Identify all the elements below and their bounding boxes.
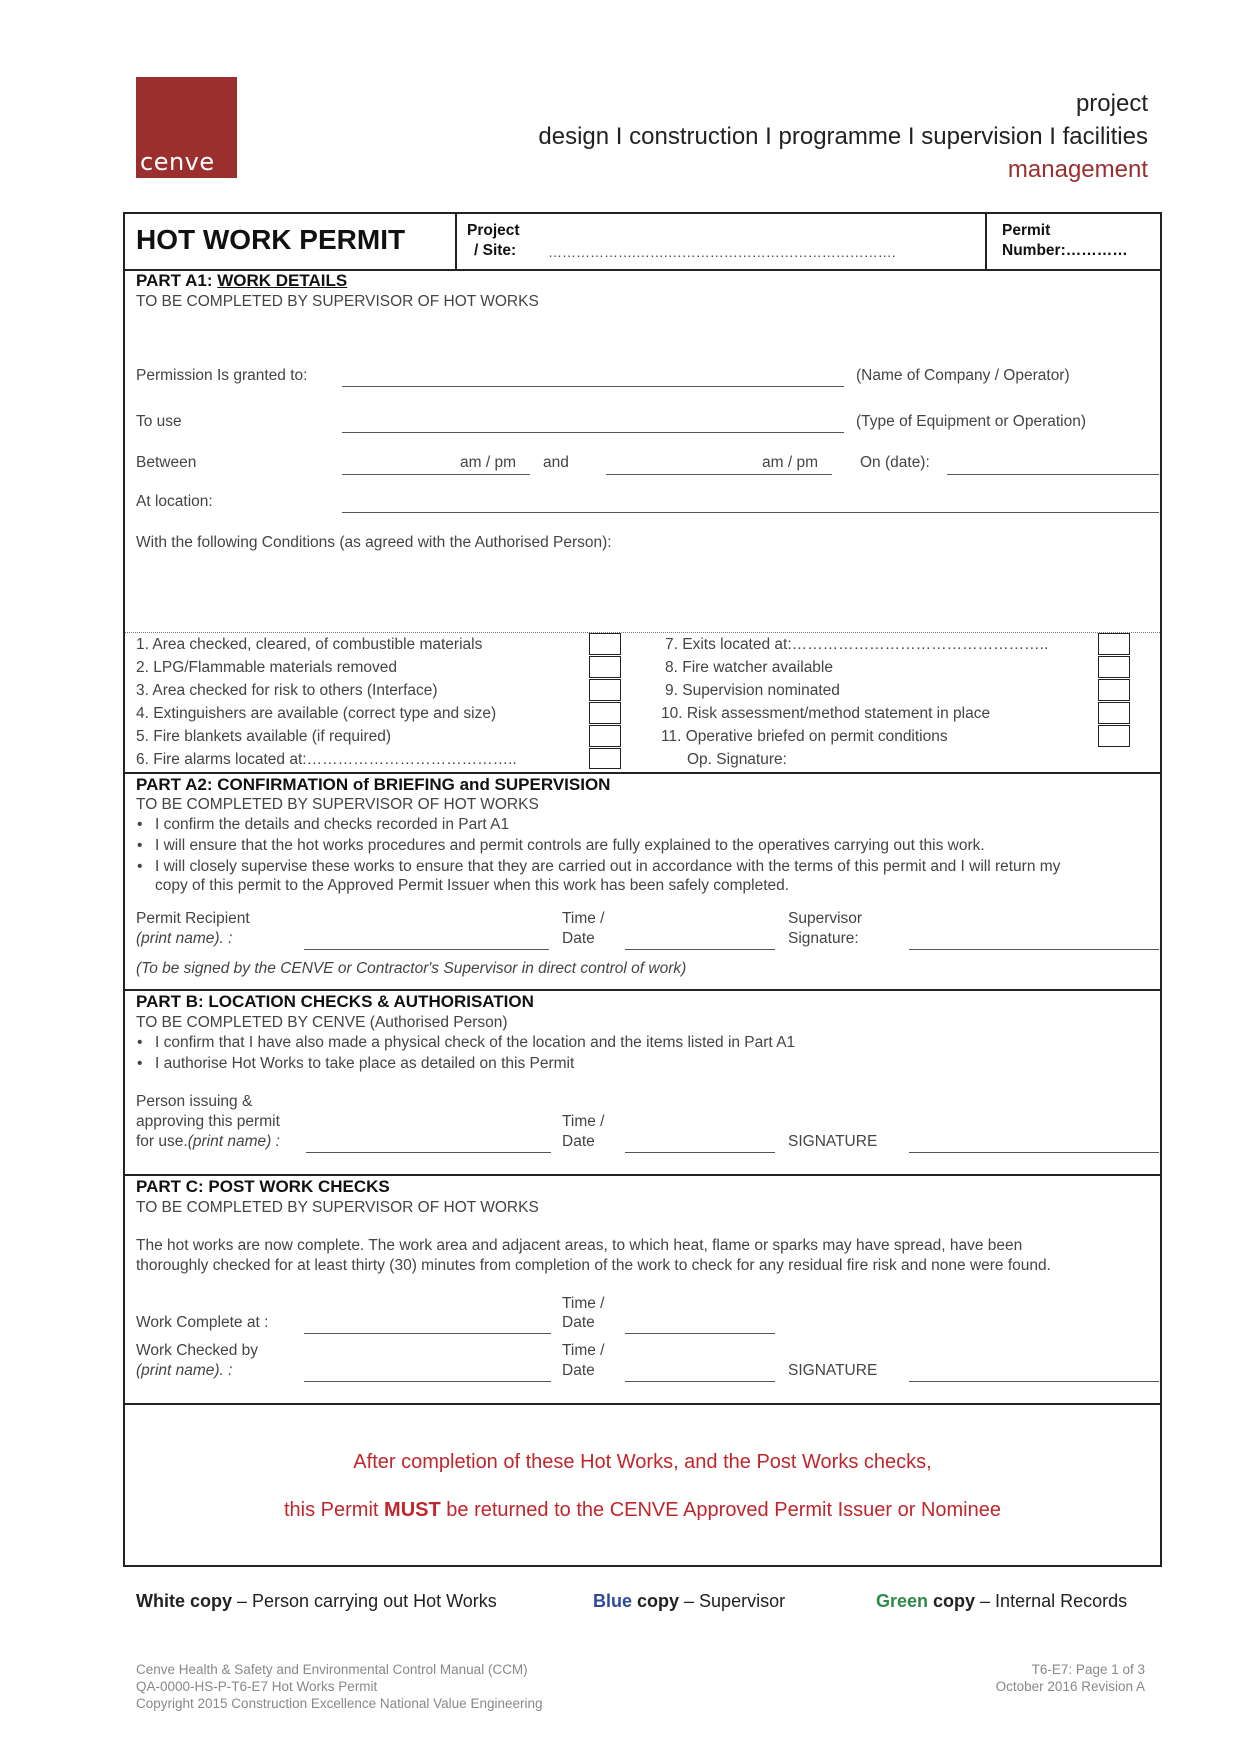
op-signature-label: Op. Signature: [687,751,787,768]
check-box-11[interactable] [1098,725,1130,747]
tagline-project: project [1075,90,1148,117]
supervisor-signature-field[interactable] [909,949,1159,950]
part-a1-heading: PART A1: WORK DETAILS [136,271,348,290]
on-date-label: On (date): [860,454,930,471]
check-box-6[interactable] [589,748,621,769]
check-box-5[interactable] [589,725,621,747]
issuer-name-field[interactable] [306,1152,551,1153]
to-use-label: To use [136,413,182,430]
check-item-9: 9. Supervision nominated [665,682,840,699]
footer-manual: Cenve Health & Safety and Environmental Control Manual (CCM) [136,1662,528,1677]
check-item-3: 3. Area checked for risk to others (Interface) [136,682,438,699]
part-a1-heading-underlined: WORK DETAILS [217,271,348,290]
and-label: and [543,454,569,471]
work-complete-label: Work Complete at : [136,1314,269,1331]
part-a2-heading: PART A2: CONFIRMATION of BRIEFING and SUPERVISION [136,775,611,794]
granted-field[interactable] [342,386,844,387]
issuer-label-1: Person issuing & [136,1093,253,1110]
b-bullet-1: • I confirm that I have also made a physical check of the location and the items listed in Part A1 [155,1034,795,1052]
work-complete-field[interactable] [304,1333,551,1334]
work-checked-field[interactable] [304,1381,551,1382]
to-use-field[interactable] [342,432,844,433]
a2-time-label: Time / [562,910,605,927]
check-box-7[interactable] [1098,633,1130,655]
check-item-2: 2. LPG/Flammable materials removed [136,659,398,676]
check-item-1: 1. Area checked, cleared, of combustible materials [136,636,483,653]
conditions-divider [125,632,1160,633]
supervisor-signature-label: Signature: [788,930,859,947]
permit-title: HOT WORK PERMIT [136,224,406,255]
return-notice-line-2: this Permit MUST be returned to the CENVE Approved Permit Issuer or Nominee [284,1499,1001,1521]
permit-number-field[interactable]: Number:………… [1002,242,1128,259]
c-date-label-1: Date [562,1314,595,1331]
granted-label: Permission Is granted to: [136,367,308,384]
am-pm-end: am / pm [762,454,818,471]
green-copy-legend: Green copy – Internal Records [876,1591,1128,1611]
permit-label: Permit [1002,222,1051,239]
project-label: Project [467,222,520,239]
project-site-field[interactable]: ……………….…….…………………………………………. [548,244,896,260]
tagline-management: management [1007,156,1148,183]
a2-date-label: Date [562,930,595,947]
a2-time-date-field[interactable] [625,949,775,950]
a2-bullet-3: • I will closely supervise these works to ensure that they are carried out in accordance with the terms of this permit and I will return my [155,858,1060,876]
issuer-label-2: approving this permit [136,1113,280,1130]
check-box-8[interactable] [1098,656,1130,678]
part-b-heading: PART B: LOCATION CHECKS & AUTHORISATION [136,992,534,1011]
part-c-subheading: TO BE COMPLETED BY SUPERVISOR OF HOT WORKS [136,1199,539,1216]
part-c-paragraph-2: thoroughly checked for at least thirty (30) minutes from completion of the work to check for any residual fire risk and none were found. [136,1257,1051,1274]
location-field[interactable] [342,512,1159,513]
part-c-paragraph-1: The hot works are now complete. The work area and adjacent areas, to which heat, flame or sparks may have spread, have been [136,1237,1023,1254]
supervisor-label: Supervisor [788,910,863,927]
recipient-label: Permit Recipient [136,910,250,927]
b-signature-label: SIGNATURE [788,1133,878,1150]
check-box-10[interactable] [1098,702,1130,724]
on-date-field[interactable] [947,474,1159,475]
c-signature-field[interactable] [909,1381,1159,1382]
white-copy-legend: White copy – Person carrying out Hot Works [136,1591,497,1611]
work-checked-label: Work Checked by [136,1342,259,1359]
check-item-4: 4. Extinguishers are available (correct type and size) [136,705,497,722]
c-time-date-field-2[interactable] [625,1381,775,1382]
c-time-date-field-1[interactable] [625,1333,775,1334]
location-label: At location: [136,493,213,510]
c-signature-label: SIGNATURE [788,1362,878,1379]
a2-signing-note: (To be signed by the CENVE or Contractor's Supervisor in direct control of work) [136,960,687,977]
footer-revision: October 2016 Revision A [995,1679,1145,1694]
b-signature-field[interactable] [909,1152,1159,1153]
footer-document-ref: QA-0000-HS-P-T6-E7 Hot Works Permit [136,1679,378,1694]
b-time-label: Time / [562,1113,605,1130]
check-item-11: 11. Operative briefed on permit conditions [661,728,948,745]
issuer-label-3: for use.(print name) : [136,1133,280,1150]
check-item-8: 8. Fire watcher available [665,659,833,676]
a2-bullet-1: • I confirm the details and checks recorded in Part A1 [155,816,509,834]
between-label: Between [136,454,197,471]
a2-bullet-2: • I will ensure that the hot works procedures and permit controls are fully explained to the operatives carrying out this work. [155,837,985,855]
granted-hint: (Name of Company / Operator) [856,367,1070,384]
check-item-6: 6. Fire alarms located at:………………………………….. [136,751,517,768]
part-a2-subheading: TO BE COMPLETED BY SUPERVISOR OF HOT WORKS [136,796,539,813]
check-item-5: 5. Fire blankets available (if required) [136,728,392,745]
footer-page-number: T6-E7: Page 1 of 3 [1031,1662,1145,1677]
a2-bullet-3-cont: copy of this permit to the Approved Permit Issuer when this work has been safely completed. [155,877,790,894]
recipient-name-field[interactable] [304,949,549,950]
between-start-field[interactable] [342,474,530,475]
c-date-label-2: Date [562,1362,595,1379]
cenve-logo [136,77,237,178]
to-use-hint: (Type of Equipment or Operation) [856,413,1087,430]
blue-copy-legend: Blue copy – Supervisor [593,1591,786,1611]
check-box-2[interactable] [589,656,621,678]
part-c-heading: PART C: POST WORK CHECKS [136,1177,390,1196]
c-time-label-2: Time / [562,1342,605,1359]
b-time-date-field[interactable] [625,1152,775,1153]
tagline-services: design I construction I programme I supervision I facilities [538,123,1148,150]
site-label: / Site: [474,242,517,259]
check-box-3[interactable] [589,679,621,701]
check-item-7: 7. Exits located at:………………………………………….. [665,636,1049,653]
part-a1-subheading: TO BE COMPLETED BY SUPERVISOR OF HOT WORKS [136,293,539,310]
check-box-4[interactable] [589,702,621,724]
part-b-subheading: TO BE COMPLETED BY CENVE (Authorised Person) [136,1014,508,1031]
check-box-9[interactable] [1098,679,1130,701]
c-time-label-1: Time / [562,1295,605,1312]
am-pm-start: am / pm [460,454,516,471]
recipient-print-label: (print name). : [136,930,233,947]
logo-text: cenve [140,148,215,176]
check-item-10: 10. Risk assessment/method statement in place [661,705,991,722]
b-bullet-2: • I authorise Hot Works to take place as detailed on this Permit [155,1055,574,1073]
footer-copyright: Copyright 2015 Construction Excellence National Value Engineering [136,1696,543,1711]
between-end-field[interactable] [606,474,832,475]
check-box-1[interactable] [589,633,621,655]
conditions-label: With the following Conditions (as agreed with the Authorised Person): [136,534,612,551]
return-notice-line-1: After completion of these Hot Works, and the Post Works checks, [353,1451,932,1473]
work-checked-print-label: (print name). : [136,1362,233,1379]
b-date-label: Date [562,1133,595,1150]
